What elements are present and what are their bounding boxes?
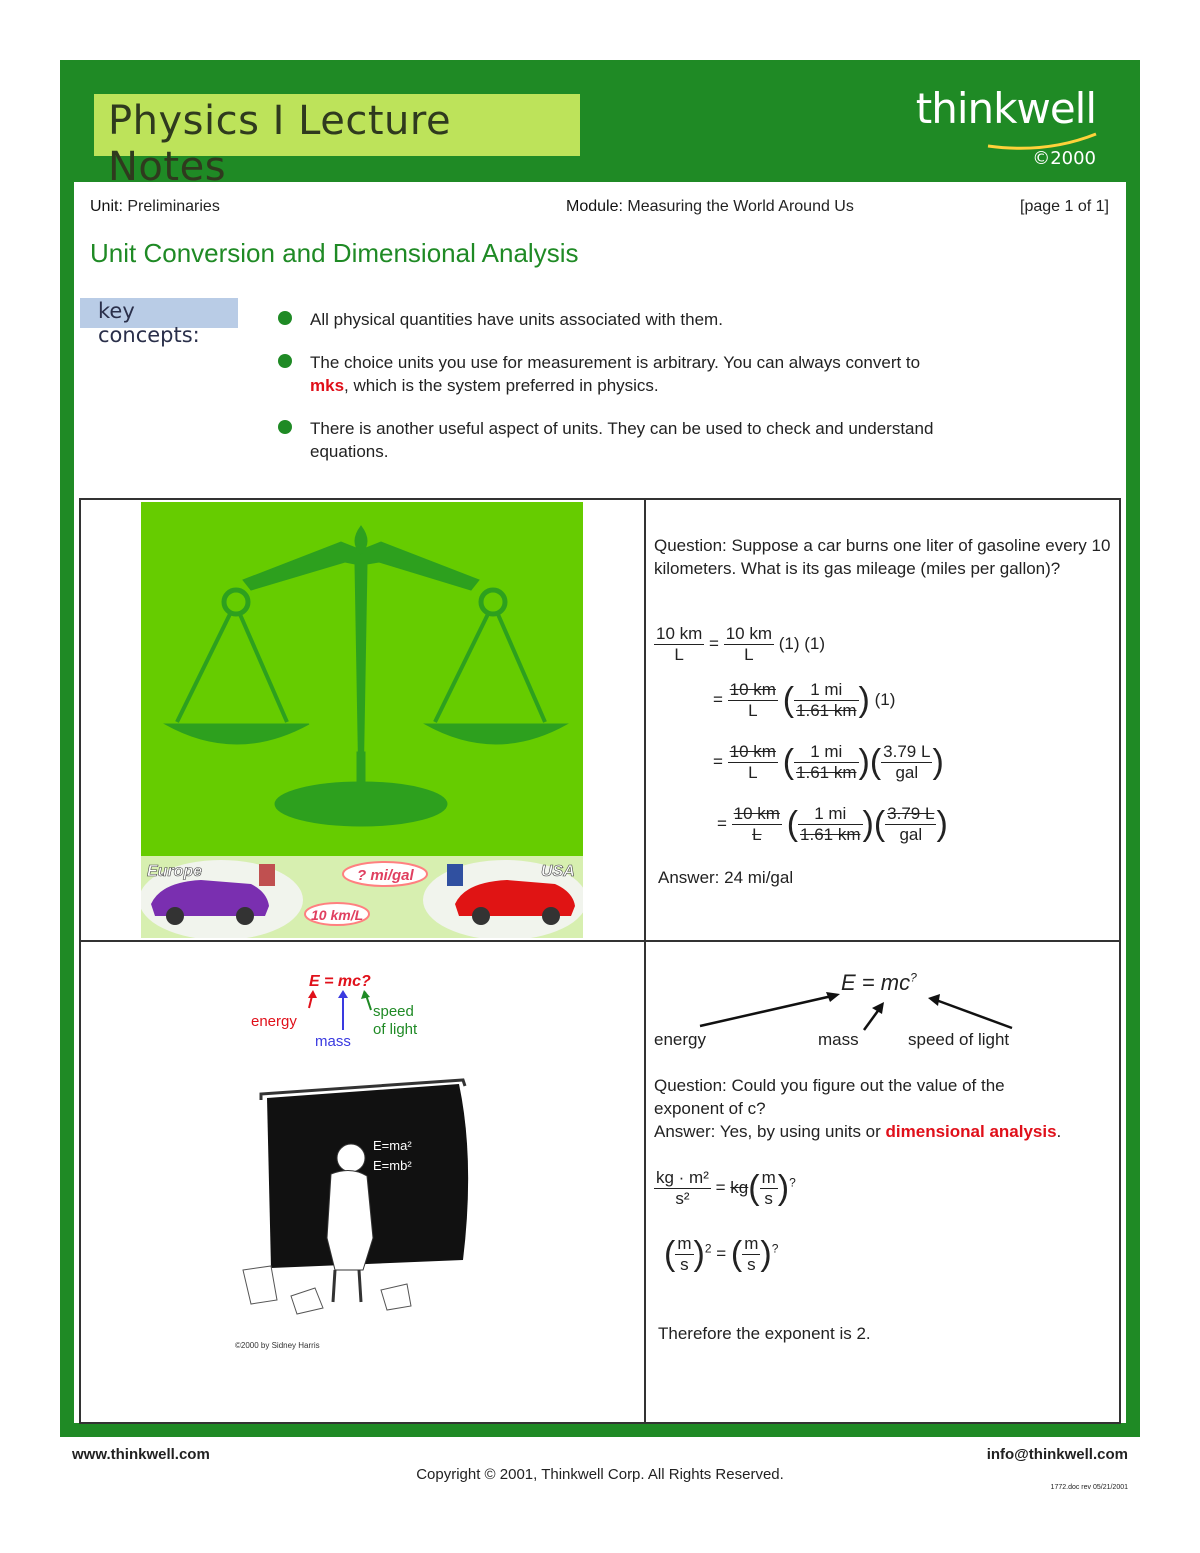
- of-light-label: of light: [373, 1021, 418, 1038]
- bullet-text: The choice units you use for measurement is arbitrary. You can always convert to: [310, 353, 921, 372]
- conversion-answer: Answer: 24 mi/gal: [658, 868, 794, 887]
- mass-label: mass: [315, 1033, 351, 1050]
- exponent-two: 2: [704, 1241, 712, 1256]
- fraction-numerator: m: [744, 1234, 759, 1253]
- list-item: [274, 417, 934, 463]
- footer-email[interactable]: info@thinkwell.com: [986, 1446, 1128, 1463]
- bullet-text: , which is the system preferred in physics.: [344, 376, 659, 395]
- conversion-question: Question: Suppose a car burns one liter of gasoline every 10 kilometers. What is its gas mileage (miles per gallon)?: [654, 536, 1111, 578]
- board-equation-1: E=ma²: [373, 1138, 412, 1153]
- module-value: Measuring the World Around Us: [627, 198, 854, 215]
- units-equation-2: ( $\frac{m}{s}$ )$^2$ = ( $\frac{m}{s}$ )?: [664, 1234, 779, 1274]
- dimensional-question: Question: Could you figure out the value of the exponent of c?: [654, 1076, 1005, 1118]
- unit-value: Preliminaries: [127, 198, 220, 215]
- speed-label: speed: [373, 1003, 414, 1020]
- key-concepts-list: [274, 308, 1074, 483]
- energy-label: energy: [251, 1013, 297, 1030]
- fraction-denominator: 1.61 km: [796, 701, 857, 720]
- list-item: [274, 308, 1074, 331]
- unit-label: Unit:: [90, 198, 123, 215]
- exponent-unknown: ?: [771, 1241, 779, 1256]
- fraction-numerator: 3.79 L: [883, 742, 931, 761]
- dimensional-analysis-highlight: dimensional analysis: [885, 1122, 1057, 1141]
- thinkwell-logo: [906, 82, 1106, 178]
- equation-text: E = mc: [841, 970, 911, 995]
- balance-scale-illustration: [141, 502, 583, 938]
- key-concepts-label: key concepts:: [98, 299, 200, 347]
- units-equation-1: $\frac{\text{kg · m²}}{\text{s²}}$ = kg( $\frac{m}{s}$ )?: [656, 1168, 796, 1208]
- topic-title: Unit Conversion and Dimensional Analysis: [90, 238, 579, 268]
- fraction-numerator: 1 mi: [798, 804, 862, 825]
- module-label: Module:: [566, 198, 623, 215]
- footer-doc-code: 1772.doc rev 05/21/2001: [1050, 1484, 1128, 1491]
- fraction-numerator: 10 km: [656, 624, 703, 643]
- fraction-numerator: kg · m²: [656, 1168, 709, 1187]
- einstein-illustration: [231, 970, 491, 1354]
- fraction-numerator: m: [677, 1234, 692, 1253]
- bullet-text: All physical quantities have units associated with them.: [310, 310, 723, 329]
- fraction-numerator: 3.79 L: [887, 804, 935, 823]
- bullet-text: There is another useful aspect of units. They can be used to check and understand equations.: [310, 419, 934, 461]
- fraction-denominator: s: [747, 1255, 756, 1274]
- answer-suffix: .: [1056, 1122, 1062, 1141]
- mks-highlight: mks: [310, 376, 345, 395]
- answer-prefix: Answer: Yes, by using units or: [654, 1122, 881, 1141]
- fraction-numerator: 1 mi: [794, 742, 858, 763]
- page-frame: [60, 60, 1140, 1437]
- fraction-denominator: 1.61 km: [796, 763, 857, 782]
- content-grid: [79, 498, 1121, 1424]
- einstein-equation: E = mc?: [309, 973, 371, 990]
- equals-sign: =: [709, 633, 719, 653]
- equals-sign: =: [716, 1243, 727, 1263]
- footer-website[interactable]: www.thinkwell.com: [72, 1446, 210, 1463]
- conversion-step-4: = $\frac{10 km}{L}$ ( $\frac{1 mi}{1.61 km}$ )( $\frac{3.79 L}{\text{gal}}$ ): [717, 804, 948, 844]
- usa-label: USA: [541, 863, 575, 880]
- fraction-numerator: 1 mi: [794, 680, 858, 701]
- unity-factor: (1): [874, 689, 896, 709]
- fraction-numerator: 10 km: [729, 742, 776, 761]
- dimensional-answer: [654, 1120, 1074, 1143]
- fraction-denominator: gal: [895, 763, 919, 782]
- equals-sign: =: [717, 813, 727, 833]
- board-equation-2: E=mb²: [373, 1158, 412, 1173]
- fraction-numerator: 10 km: [733, 804, 780, 823]
- conversion-step-1: [654, 624, 825, 665]
- module-info: [566, 198, 854, 216]
- fraction-denominator: s²: [675, 1189, 690, 1208]
- page-title: Physics I Lecture Notes: [108, 98, 452, 190]
- dimensional-conclusion: Therefore the exponent is 2.: [658, 1324, 871, 1343]
- header-band: [74, 74, 1126, 190]
- exponent-unknown: ?: [789, 1175, 796, 1190]
- title-box: [94, 94, 580, 190]
- grid-divider-vertical: [644, 500, 646, 1422]
- europe-label: Europe: [147, 863, 203, 880]
- unity-factor: (1): [778, 633, 800, 653]
- list-item: [274, 351, 1074, 397]
- fraction-denominator: 1.61 km: [800, 825, 861, 844]
- conversion-step-2: = $\frac{10 km}{L}$ ( $\frac{1 mi}{1.61 km}$ ) (1): [713, 680, 896, 720]
- footer-copyright: Copyright © 2001, Thinkwell Corp. All Rights Reserved.: [416, 1466, 784, 1483]
- fraction-numerator: m: [761, 1168, 776, 1187]
- equals-sign: =: [715, 1177, 726, 1197]
- logo-year: ©2000: [1032, 148, 1096, 169]
- logo-text: thinkwell: [915, 84, 1096, 133]
- conversion-step-3: = $\frac{10 km}{L}$ ( $\frac{1 mi}{1.61 km}$ )( $\frac{3.79 L}{\text{gal}}$ ): [713, 742, 944, 782]
- unity-factor: (1): [804, 633, 826, 653]
- energy-text: energy: [654, 1030, 706, 1049]
- unit-info: [90, 198, 220, 216]
- bullet-icon: [278, 354, 292, 368]
- fraction-denominator: L: [674, 645, 684, 664]
- fraction-numerator: 10 km: [725, 624, 772, 643]
- mileage-label: ? mi/gal: [357, 867, 414, 884]
- kg-unit: kg: [730, 1177, 749, 1197]
- grid-divider-horizontal: [81, 940, 1119, 942]
- fraction-denominator: L: [744, 645, 754, 664]
- illustration-credit: ©2000 by Sidney Harris: [235, 1341, 320, 1350]
- bullet-icon: [278, 420, 292, 434]
- fraction-denominator: gal: [899, 825, 923, 844]
- fraction-denominator: L: [752, 825, 762, 844]
- mass-text: mass: [818, 1030, 859, 1049]
- fraction-numerator: 10 km: [729, 680, 776, 699]
- fraction-denominator: s: [764, 1189, 773, 1208]
- fraction-denominator: L: [748, 763, 758, 782]
- page-number: [page 1 of 1]: [1020, 198, 1109, 215]
- fraction-denominator: s: [680, 1255, 689, 1274]
- metric-label: 10 km/L: [311, 907, 364, 923]
- key-concepts-label-box: [80, 298, 238, 347]
- equals-sign: =: [713, 751, 723, 771]
- equation-arrows: [654, 980, 1114, 1050]
- bullet-icon: [278, 311, 292, 325]
- speed-of-light-text: speed of light: [908, 1030, 1010, 1049]
- equals-sign: =: [713, 689, 723, 709]
- exponent-unknown: ?: [910, 970, 917, 985]
- fraction-denominator: L: [748, 701, 758, 720]
